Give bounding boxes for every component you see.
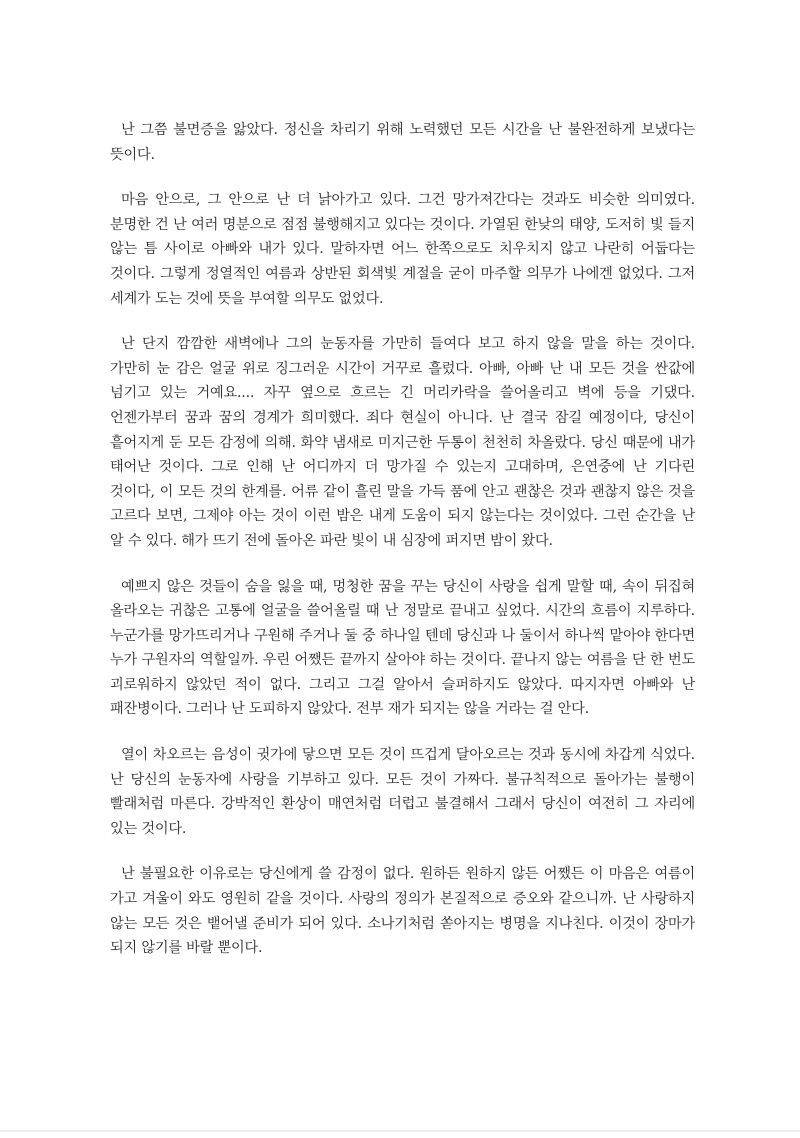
paragraph-3: 난 단지 깜깜한 새벽에나 그의 눈동자를 가만히 들여다 보고 하지 않을 말을 하는 것이다. 가만히 눈 감은 얼굴 위로 징그러운 시간이 거꾸로 흘렀다. 아빠, 아빠 난 내 모든 것을 싼값에 넘기고 있는 거예요.... 자꾸 옆으로 흐르는 긴 머리카락을 쓸어올리고 벽에 등을 기댔다. 언젠가부터 꿈과 꿈의 경계가 희미했다. 죄다 현실이 아니다. 난 결국 잠길 예정이다, 당신이 흩어지게 둔 모든 감정에 의해. 화약 냄새로 미지근한 두통이 천천히 차올랐다. 당신 때문에 내가 태어난 것이다. 그로 인해 난 어디까지 더 망가질 수 있는지 고대하며, 은연중에 난 기다린 것이다, 이 모든 것의 한계를. 어류 같이 흘린 말을 가득 품에 안고 괜찮은 것과 괜찮지 않은 것을 고르다 보면, 그제야 아는 것이 이런 밤은 내게 도움이 되지 않는다는 것이었다. 그런 순간을 난 알 수 있다. 해가 뜨기 전에 돌아온 파란 빛이 내 심장에 퍼지면 밤이 왔다. bbox=[110, 336, 695, 549]
paragraph-4: 예쁘지 않은 것들이 숨을 잃을 때, 멍청한 꿈을 꾸는 당신이 사랑을 쉽게 말할 때, 속이 뒤집혀 올라오는 귀찮은 고통에 얼굴을 쓸어올릴 때 난 정말로 끝내고 싶었다. 시간의 흐름이 지루하다. 누군가를 망가뜨리거나 구원해 주거나 둘 중 하나일 텐데 당신과 나 둘이서 하나씩 맡아야 한다면 누가 구원자의 역할일까. 우린 어쨌든 끝까지 살아야 하는 것이다. 끝나지 않는 여름을 단 한 번도 괴로워하지 않았던 적이 없다. 그리고 그걸 알아서 슬퍼하지도 않았다. 따지자면 아빠와 난 패잔병이다. 그러나 난 도피하지 않았다. 전부 재가 되지는 않을 거라는 걸 안다. bbox=[110, 578, 695, 718]
document-body bbox=[110, 118, 695, 982]
paragraph-6: 난 불필요한 이유로는 당신에게 쓸 감정이 없다. 원하든 원하지 않든 어쨌든 이 마음은 여름이 가고 겨울이 와도 영원히 같을 것이다. 사랑의 정의가 본질적으로 증오와 같으니까. 난 사랑하지 않는 모든 것은 뱉어낼 준비가 되어 있다. 소나기처럼 쏟아지는 병명을 지나친다. 이것이 장마가 되지 않기를 바랄 뿐이다. bbox=[110, 866, 695, 957]
paragraph-1: 난 그쯤 불면증을 앓았다. 정신을 차리기 위해 노력했던 모든 시간을 난 불완전하게 보냈다는 뜻이다. bbox=[110, 122, 695, 163]
paragraph-5: 열이 차오르는 음성이 귓가에 닿으면 모든 것이 뜨겁게 달아오르는 것과 동시에 차갑게 식었다. 난 당신의 눈동자에 사랑을 기부하고 있다. 모든 것이 가짜다. 불규칙적으로 돌아가는 불행이 빨래처럼 마른다. 강박적인 환상이 매연처럼 더럽고 불결해서 그래서 당신이 여전히 그 자리에 있는 것이다. bbox=[110, 747, 695, 837]
paragraph-2: 마음 안으로, 그 안으로 난 더 낡아가고 있다. 그건 망가져간다는 것과도 비슷한 의미였다. 분명한 건 난 여러 명분으로 점점 불행해지고 있다는 것이다. 가열된 한낮의 태양, 도저히 빛 들지 않는 틈 사이로 아빠와 내가 있다. 말하자면 어느 한쪽으로도 치우치지 않고 나란히 어둡다는 것이다. 그렇게 정열적인 여름과 상반된 회색빛 계절을 굳이 마주할 의무가 나에겐 없었다. 그저 세계가 도는 것에 뜻을 부여할 의무도 없었다. bbox=[110, 192, 695, 307]
page-bottom-edge bbox=[0, 1130, 800, 1132]
